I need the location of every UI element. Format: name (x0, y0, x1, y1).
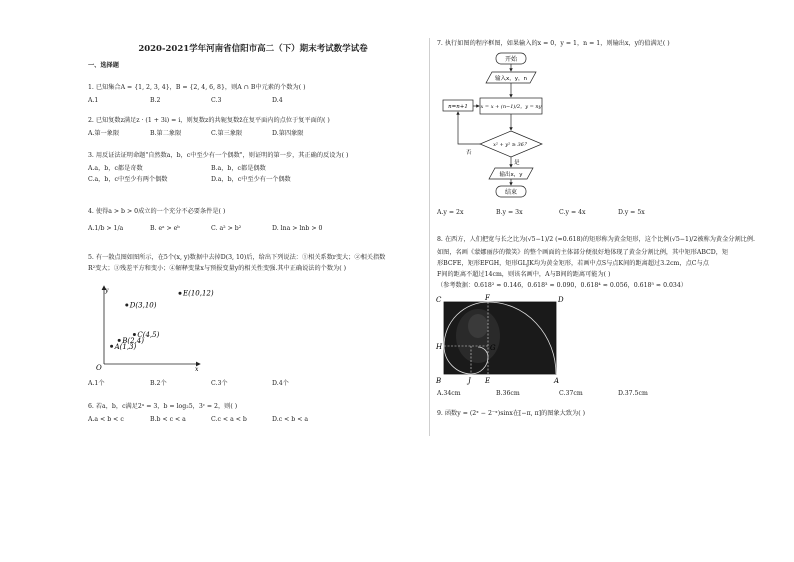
q5-option-b: B.2个 (150, 380, 167, 387)
q4-stem: 4. 使得a > b > 0成立的一个充分不必要条件是( ) (88, 208, 226, 215)
q3-option-b: B.a，b，c都是偶数 (211, 165, 266, 172)
q5-option-d: D.4个 (272, 380, 289, 387)
label-f: F (485, 294, 490, 302)
q7-option-d: D.y = 5x (618, 209, 645, 216)
q1-option-c: C.3 (211, 97, 222, 104)
q4-option-a: A.1/b > 1/a (88, 225, 124, 232)
flow-yes-label: 是 (514, 160, 520, 166)
q1-stem: 1. 已知集合A = {1, 2, 3, 4}，B = {2, 4, 6, 8}，则A ∩ B中元素的个数为( ) (88, 84, 306, 91)
golden-rectangle-figure (434, 294, 564, 386)
q5-stem-line1: 5. 有一散点图如图所示，在5个(x, y)数据中去掉D(3, 10)后，给出下列说法：①相关系数r变大；②相关指数 (88, 254, 386, 261)
q3-option-a: A.a，b，c都是奇数 (88, 165, 143, 172)
q8-option-c: C.37cm (559, 390, 583, 397)
q8-line4: F间的距离不超过14cm，则该名画中，A与B间的距离可能为( ) (437, 271, 611, 278)
q7-option-b: B.y = 3x (496, 209, 523, 216)
label-j: J (468, 377, 471, 385)
program-flowchart (440, 50, 570, 200)
scatter-point-label-0: A(1,3) (114, 342, 137, 351)
q6-option-b: B.b < c < a (150, 416, 186, 423)
q7-option-c: C.y = 4x (559, 209, 586, 216)
q8-line5: （参考数据：0.618² ≈ 0.146，0.618³ ≈ 0.090，0.618⁴ ≈ 0.056，0.618⁵ ≈ 0.034） (437, 282, 687, 289)
scatter-point-3 (125, 304, 128, 307)
flow-start-label: 开始 (504, 56, 518, 63)
flow-condition-label: x² + y² ≥ 36？ (493, 142, 529, 148)
scatter-point-4 (179, 292, 182, 295)
flow-output-label: 输出x，y (499, 172, 523, 178)
q5-stem-line2: R²变大；③残差平方和变小；④解释变量x与预报变量y的相关性变强.其中正确说法的个数为( ) (88, 265, 347, 272)
q1-option-a: A.1 (88, 97, 99, 104)
scatter-plot (88, 282, 214, 374)
q3-option-d: D.a，b，c中至少有一个偶数 (211, 176, 291, 183)
label-b: B (436, 377, 442, 385)
q3-stem: 3. 用反证法证明命题"自然数a，b，c中至少有一个偶数"，则证明的第一步，其正确的反设为( ) (88, 152, 349, 159)
flow-no-label: 否 (466, 150, 472, 156)
q8-line3: 形BCFE，矩形EFGH，矩形GLJK均为黄金矩形，若画中点S与点K间的距离超过3.2cm，点C与点 (437, 260, 709, 267)
q4-option-b: B. eᵃ > eᵇ (150, 225, 180, 232)
flow-assign-label: x = x + (n−1)/2，y = ny (480, 104, 542, 110)
q8-option-a: A.34cm (437, 390, 461, 397)
section-heading: 一、选择题 (88, 62, 119, 69)
scatter-point-label-4: E(10,12) (183, 289, 214, 298)
q3-option-c: C.a，b，c中至少有两个偶数 (88, 176, 168, 183)
q2-option-d: D.第四象限 (272, 130, 304, 137)
flow-input-label: 输入x，y，n (495, 76, 527, 82)
q6-option-c: C.c < a < b (211, 416, 247, 423)
scatter-point-1 (118, 339, 121, 342)
q7-stem: 7. 执行如图的程序框图，如果输入的x = 0，y = 1，n = 1，则输出x，y的值满足( ) (437, 40, 670, 47)
x-axis-label: x (195, 366, 199, 373)
q6-option-d: D.c < b < a (272, 416, 309, 423)
y-axis-label: y (105, 287, 109, 294)
q4-option-c: C. a² > b² (211, 225, 242, 232)
column-divider (429, 38, 430, 436)
q4-option-d: D. lna > lnb > 0 (272, 225, 323, 232)
label-e: E (485, 377, 491, 385)
q8-option-b: B.36cm (496, 390, 520, 397)
q1-option-b: B.2 (150, 97, 161, 104)
scatter-point-2 (133, 333, 136, 336)
q2-stem: 2. 已知复数z满足z · (1 + 3i) = i，则复数z的共轭复数z̄在复平面内的点位于复平面的( ) (88, 117, 330, 124)
q6-stem: 6. 若a，b，c满足2ᵃ = 3，b = log₂5，3ᶜ = 2，则( ) (88, 403, 238, 410)
label-g: G (490, 344, 496, 352)
label-h: H (436, 343, 443, 351)
q2-option-a: A.第一象限 (88, 130, 120, 137)
label-a: A (554, 377, 560, 385)
q9-stem: 9. 函数y = (2ˣ − 2⁻ˣ)sinx在[−π, π]的图象大致为( ) (437, 410, 586, 417)
q8-option-d: D.37.5cm (618, 390, 648, 397)
scatter-point-label-2: C(4,5) (137, 331, 160, 339)
q6-option-a: A.a < b < c (88, 416, 124, 423)
q8-line1: 8. 在西方，人们把宽与长之比为(√5−1)/2 (≈0.618)的矩形称为黄金矩形，这个比例(√5−1)/2被称为黄金分割比例. (437, 236, 755, 243)
flow-end-label: 结束 (504, 189, 518, 196)
label-d: D (558, 296, 564, 304)
q2-option-b: B.第二象限 (150, 130, 182, 137)
q1-option-d: D.4 (272, 97, 283, 104)
q2-option-c: C.第三象限 (211, 130, 243, 137)
label-c: C (436, 296, 442, 304)
scatter-point-label-1: B(2,4) (122, 336, 144, 345)
q8-line2: 如图，名画《蒙娜丽莎的微笑》的整个画面的主体部分便很好地体现了黄金分割比例，其中矩形ABCD，矩 (437, 249, 729, 256)
q5-option-c: C.3个 (211, 380, 228, 387)
q7-option-a: A.y = 2x (437, 209, 464, 216)
flow-update-n-label: n=n+1 (448, 104, 468, 110)
scatter-point-label-3: D(3,10) (129, 301, 157, 310)
page-title: 2020-2021学年河南省信阳市高二（下）期末考试数学试卷 (138, 44, 368, 54)
scatter-point-0 (110, 345, 113, 348)
q5-option-a: A.1个 (88, 380, 105, 387)
origin-label: O (96, 364, 102, 372)
